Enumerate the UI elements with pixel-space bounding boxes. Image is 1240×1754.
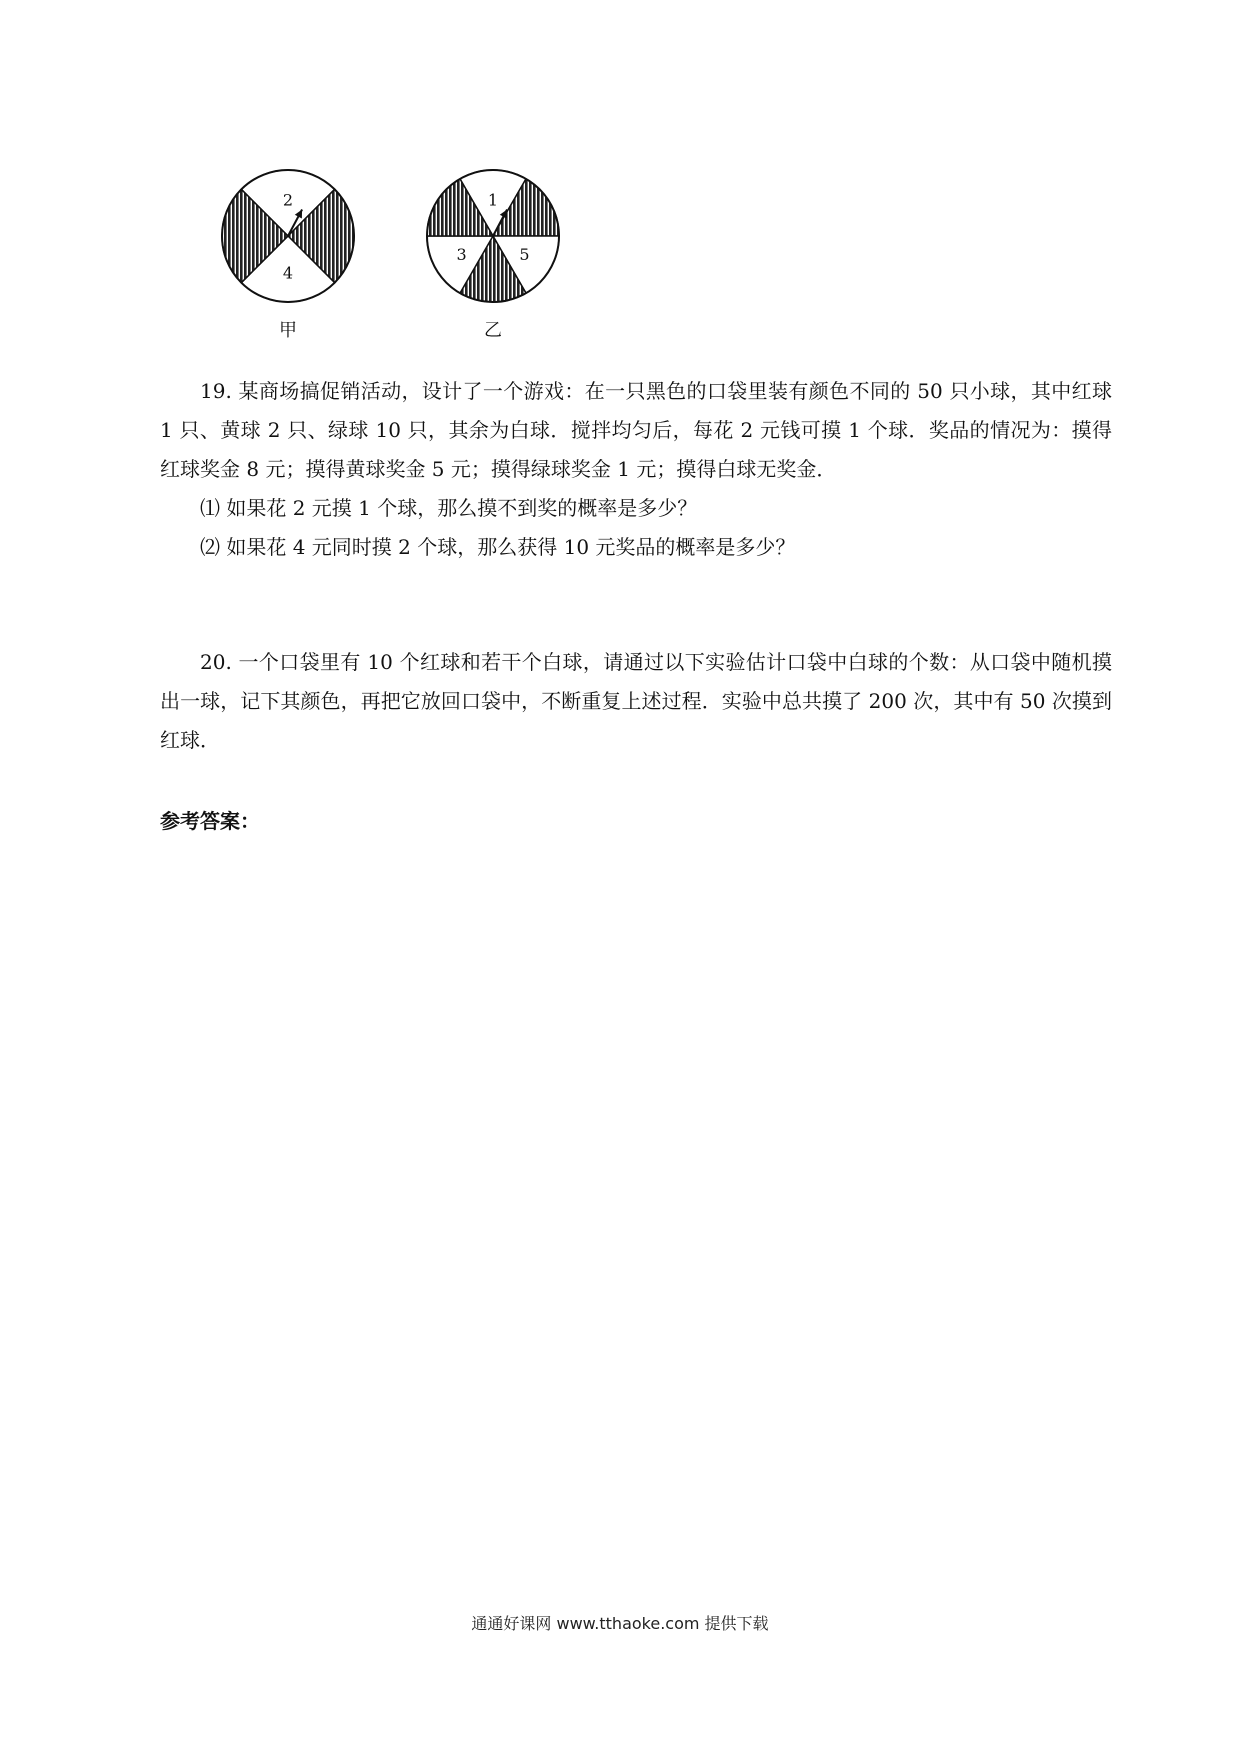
question-19-part-1: ⑴ 如果花 2 元摸 1 个球，那么摸不到奖的概率是多少？ [200, 496, 698, 520]
footer-credit: 通通好课网 www.tthaoke.com 提供下载 [471, 1614, 769, 1633]
sector-label-5: 5 [519, 245, 530, 265]
question-19-part-2: ⑵ 如果花 4 元同时摸 2 个球，那么获得 10 元奖品的概率是多少？ [200, 535, 796, 559]
spinner-yi [417, 160, 569, 342]
figure-label-yi: 乙 [484, 320, 502, 341]
spinner-yi-diagram [417, 160, 569, 312]
sector-label-4: 4 [282, 263, 294, 283]
sector-label-3: 3 [456, 245, 467, 265]
sector-label-2: 2 [282, 190, 294, 210]
spinner-figures [212, 160, 572, 360]
spinner-jia [212, 160, 364, 342]
question-19-stem: 19. 某商场搞促销活动，设计了一个游戏：在一只黑色的口袋里装有颜色不同的 50 只小球，其中红球 1 只、黄球 2 只、绿球 10 只，其余为白球．搅拌均匀后，每花 2 元钱可摸 1 个球．奖品的情况为：摸得红球奖金 8 元；摸得黄球奖金 5 元；摸得绿球奖金 1 元；摸得白球无奖金． [160, 379, 1112, 481]
question-20-stem: 20. 一个口袋里有 10 个红球和若干个白球，请通过以下实验估计口袋中白球的个数：从口袋中随机摸出一球，记下其颜色，再把它放回口袋中，不断重复上述过程．实验中总共摸了 200 次，其中有 50 次摸到红球． [160, 650, 1112, 752]
question-19 [160, 372, 1112, 567]
spinner-jia-diagram [212, 160, 364, 312]
sector-label-1: 1 [487, 190, 499, 210]
question-20 [160, 643, 1112, 760]
answer-heading: 参考答案： [160, 809, 260, 833]
figure-label-jia: 甲 [279, 320, 297, 341]
